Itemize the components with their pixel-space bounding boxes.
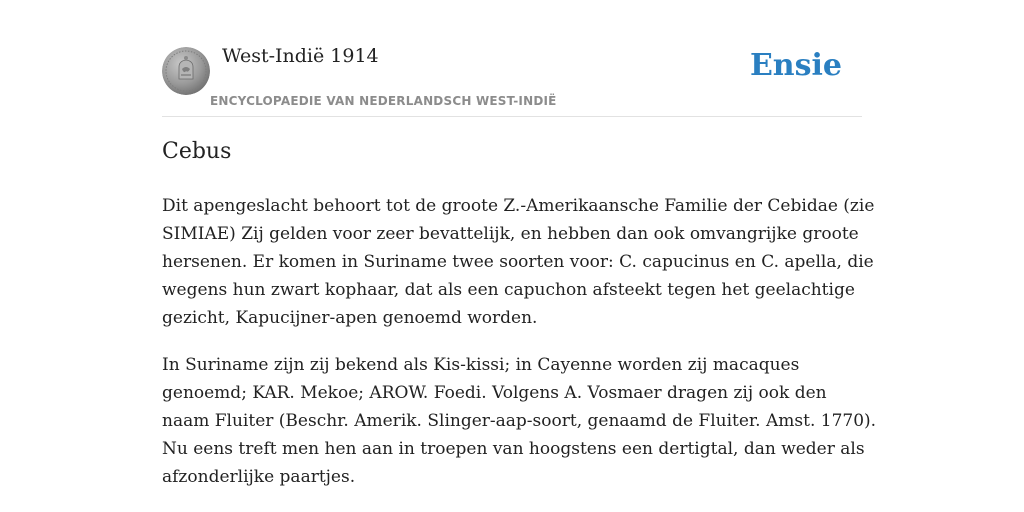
paragraph-line: genoemd; KAR. Mekoe; AROW. Foedi. Volgens A. Vosmaer dragen zij ook den bbox=[162, 383, 827, 403]
header bbox=[162, 40, 862, 117]
paragraph-line: Nu eens treft men hen aan in troepen van hoogstens een dertigtal, dan weder als bbox=[162, 439, 865, 459]
coin-logo-icon bbox=[162, 47, 210, 95]
brand-logo-link[interactable]: Ensie bbox=[749, 48, 842, 83]
paragraph-line: gezicht, Kapucijner-apen genoemd worden. bbox=[162, 308, 538, 328]
article-paragraph bbox=[162, 351, 877, 491]
paragraph-line: Dit apengeslacht behoort tot de groote Z.-Amerikaansche Familie der Cebidae (zie bbox=[162, 196, 875, 216]
article-paragraph bbox=[162, 192, 875, 332]
article-title: Cebus bbox=[162, 139, 232, 164]
paragraph-line: naam Fluiter (Beschr. Amerik. Slinger-aap-soort, genaamd de Fluiter. Amst. 1770). bbox=[162, 411, 877, 431]
paragraph-line: SIMIAE) Zij gelden voor zeer bevattelijk, en hebben dan ook omvangrijke groote bbox=[162, 224, 859, 244]
book-subtitle: ENCYCLOPAEDIE VAN NEDERLANDSCH WEST-INDIË bbox=[210, 94, 557, 108]
paragraph-line: wegens hun zwart kophaar, dat als een capuchon afsteekt tegen het geelachtige bbox=[162, 280, 855, 300]
paragraph-line: afzonderlijke paartjes. bbox=[162, 467, 356, 487]
paragraph-line: In Suriname zijn zij bekend als Kis-kissi; in Cayenne worden zij macaques bbox=[162, 355, 800, 375]
paragraph-line: hersenen. Er komen in Suriname twee soorten voor: C. capucinus en C. apella, die bbox=[162, 252, 874, 272]
article-body bbox=[162, 192, 877, 510]
book-title[interactable]: West-Indië 1914 bbox=[222, 45, 379, 67]
